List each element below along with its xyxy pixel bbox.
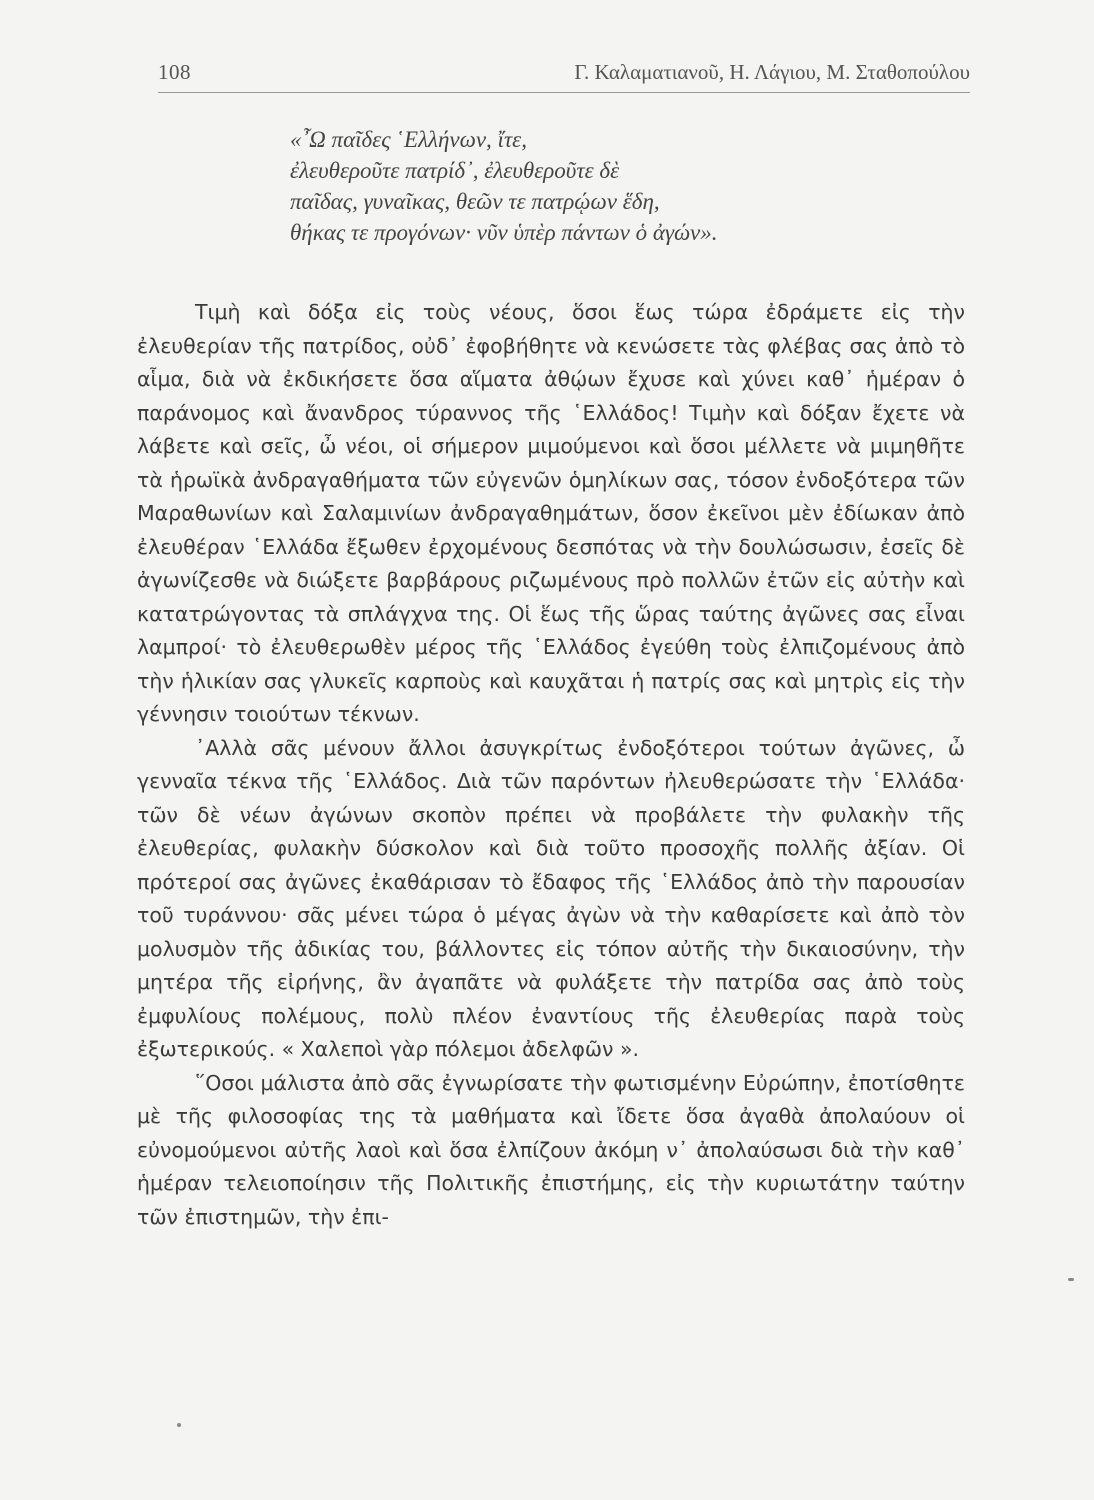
paragraph: ᾽Αλλὰ σᾶς μένουν ἄλλοι ἀσυγκρίτως ἐνδοξότεροι τούτων ἀγῶνες, ὦ γενναῖα τέκνα τῆς ῾Ελλάδος. Διὰ τῶν παρόντων ἠλευθερώσατε τὴν ῾Ελλάδα· τῶν δὲ νέων ἀγώνων σκοπὸν πρέπει νὰ προβάλετε τὴν φυλακὴν τῆς ἐλευθερίας, φυλακὴν δύσκολον καὶ διὰ τοῦτο προσοχῆς πολλῆς ἀξίαν. Οἱ πρότεροί σας ἀγῶνες ἐκαθάρισαν τὸ ἔδαφος τῆς ῾Ελλάδος ἀπὸ τὴν παρουσίαν τοῦ τυράννου· σᾶς μένει τώρα ὁ μέγας ἀγὼν νὰ τὴν καθαρίσετε καὶ ἀπὸ τὸν μολυσμὸν τῆς ἀδικίας του, βάλλοντες εἰς τόπον αὐτῆς τὴν δικαιοσύνην, τὴν μητέρα τῆς εἰρήνης, ἂν ἀγαπᾶτε νὰ φυλάξετε τὴν πατρίδα σας ἀπὸ τοὺς ἐμφυλίους πολέμους, πολὺ πλέον ἐναντίους τῆς ἐλευθερίας παρὰ τοὺς ἐξωτερικούς. « Χαλεποὶ γὰρ πόλεμοι ἀδελφῶν ». (137, 735, 965, 1061)
header-rule (158, 92, 970, 93)
scan-speck (1068, 1278, 1074, 1281)
verse-line: «῏Ω παῖδες ῾Ελλήνων, ἴτε, (290, 127, 527, 152)
paragraph: Τιμὴ καὶ δόξα εἰς τοὺς νέους, ὅσοι ἕως τώρα ἐδράμετε εἰς τὴν ἐλευθερίαν τῆς πατρίδος, οὐδ᾽ ἐφοβήθητε νὰ κενώσετε τὰς φλέβας σας ἀπὸ τὸ αἷμα, διὰ νὰ ἐκδικήσετε ὅσα αἵματα ἀθῴων ἔχυσε καὶ χύνει καθ᾽ ἡμέραν ὁ παράνομος καὶ ἄνανδρος τύραννος τῆς ῾Ελλάδος! Τιμὴν καὶ δόξαν ἔχετε νὰ λάβετε καὶ σεῖς, ὦ νέοι, οἱ σήμερον μιμούμενοι καὶ ὅσοι μέλλετε νὰ μιμηθῆτε τὰ ἡρωϊκὰ ἀνδραγαθήματα τῶν εὐγενῶν ὁμηλίκων σας, τόσον ἐνδοξότερα τῶν Μαραθωνίων καὶ Σαλαμινίων ἀνδραγαθημάτων, ὅσον ἐκεῖνοι μὲν ἐδίωκαν ἀπὸ ἐλευθέραν ῾Ελλάδα ἔξωθεν ἐρχομένους δεσπότας νὰ τὴν δουλώσωσιν, ἐσεῖς δὲ ἀγωνίζεσθε νὰ διώξετε βαρβάρους ριζωμένους πρὸ πολλῶν ἐτῶν εἰς αὐτὴν καὶ κατατρώγοντας τὰ σπλάγχνα της. Οἱ ἕως τῆς ὥρας ταύτης ἀγῶνες σας εἶναι λαμπροί· τὸ ἐλευθερωθὲν μέρος τῆς ῾Ελλάδος ἐγεύθη τοὺς ἐλπιζομένους ἀπὸ τὴν ἡλικίαν σας γλυκεῖς καρποὺς καὶ καυχᾶται ἡ πατρίς σας καὶ μητρὶς εἰς τὴν γέννησιν τοιούτων τέκνων. (137, 300, 965, 726)
verse-line: θήκας τε προγόνων· νῦν ὑπὲρ πάντων ὁ ἀγών». (290, 220, 718, 245)
scan-speck (177, 1423, 181, 1427)
page-number: 108 (158, 60, 191, 84)
verse-line: παῖδας, γυναῖκας, θεῶν τε πατρῴων ἕδη, (290, 189, 660, 214)
body-text (137, 296, 965, 1234)
verse-line: ἐλευθεροῦτε πατρίδ᾽, ἐλευθεροῦτε δὲ (290, 158, 620, 183)
running-head: Γ. Καλαματιανοῦ, Η. Λάγιου, Μ. Σταθοπούλου (574, 60, 970, 84)
paragraph: ῞Οσοι μάλιστα ἀπὸ σᾶς ἐγνωρίσατε τὴν φωτισμένην Εὐρώπην, ἐποτίσθητε μὲ τῆς φιλοσοφίας της τὰ μαθήματα καὶ ἴδετε ὅσα ἀγαθὰ ἀπολαύουν οἱ εὐνομούμενοι αὐτῆς λαοὶ καὶ ὅσα ἐλπίζουν ἀκόμη ν᾽ ἀπολαύσωσι διὰ τὴν καθ᾽ ἡμέραν τελειοποίησιν τῆς Πολιτικῆς ἐπιστήμης, εἰς τὴν κυριωτάτην ταύτην τῶν ἐπιστημῶν, τὴν ἐπι- (137, 1070, 965, 1229)
verse-quotation (290, 124, 910, 248)
page-header (158, 60, 970, 94)
